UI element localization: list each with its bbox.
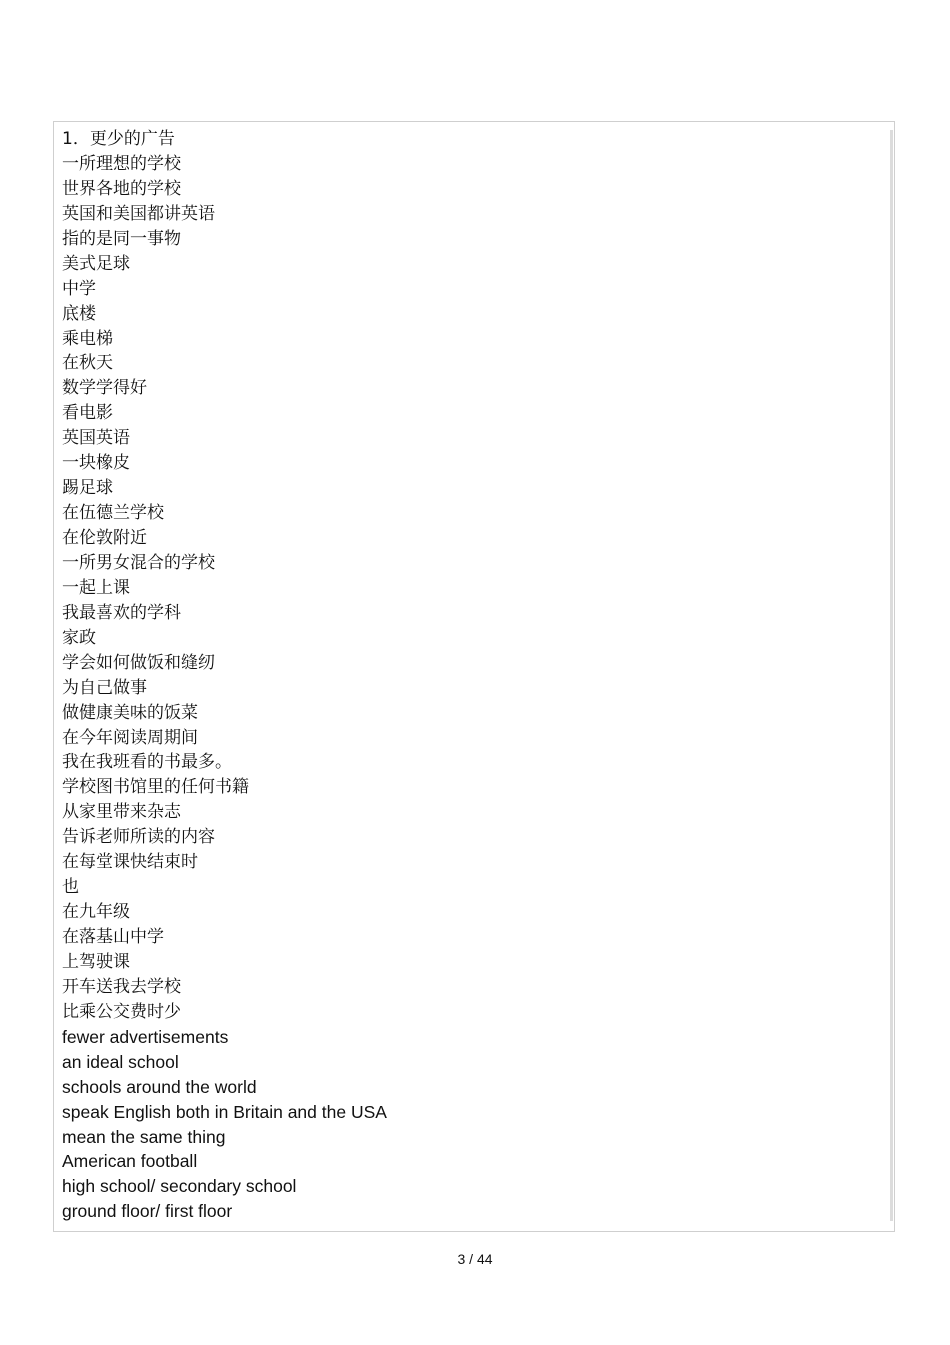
list-item: 学会如何做饭和缝纫 [62, 652, 215, 673]
list-item: 家政 [62, 627, 96, 648]
list-item: 做健康美味的饭菜 [62, 702, 198, 723]
list-item: 一起上课 [62, 577, 130, 598]
list-item: speak English both in Britain and the USA [62, 1101, 387, 1122]
list-item: 在每堂课快结束时 [62, 852, 198, 873]
list-item: ground floor/ first floor [62, 1201, 233, 1222]
list-item: 一块橡皮 [62, 453, 130, 474]
list-item: high school/ secondary school [62, 1176, 297, 1197]
list-item: 英国英语 [62, 428, 130, 449]
list-item: 看电影 [62, 403, 113, 424]
list-item: 我在我班看的书最多。 [62, 752, 232, 773]
list-item: an ideal school [62, 1051, 179, 1072]
list-item: 学校图书馆里的任何书籍 [62, 777, 249, 798]
list-item: 一所理想的学校 [62, 153, 181, 174]
list-item: 从家里带来杂志 [62, 802, 181, 823]
list-item: 英国和美国都讲英语 [62, 203, 215, 224]
list-item: 也 [62, 877, 79, 898]
list-item: 底楼 [62, 303, 96, 324]
list-item: 美式足球 [62, 253, 130, 274]
page-number: 3 / 44 [457, 1251, 493, 1267]
list-item: 一所男女混合的学校 [62, 552, 215, 573]
list-item: schools around the world [62, 1076, 257, 1097]
list-item: 告诉老师所读的内容 [62, 827, 215, 848]
content-box [53, 121, 895, 1232]
list-item: 我最喜欢的学科 [62, 602, 181, 623]
list-item: 数学学得好 [62, 378, 147, 399]
line-list [62, 127, 387, 1224]
list-item: 指的是同一事物 [62, 228, 181, 249]
list-item: 比乘公交费时少 [62, 1001, 181, 1022]
list-item: 在今年阅读周期间 [62, 727, 198, 748]
list-item: 在落基山中学 [62, 927, 164, 947]
list-item: 中学 [62, 278, 96, 299]
list-item: 在伦敦附近 [62, 528, 147, 548]
list-item: mean the same thing [62, 1126, 226, 1147]
list-item: 开车送我去学校 [62, 976, 181, 997]
list-item: fewer advertisements [62, 1026, 229, 1047]
list-item: 踢足球 [62, 478, 113, 499]
list-item: 在秋天 [62, 353, 113, 374]
list-item: American football [62, 1151, 198, 1172]
list-item: 乘电梯 [62, 328, 113, 349]
list-item: 1．更少的广告 [62, 129, 175, 149]
list-item: 世界各地的学校 [62, 178, 181, 199]
list-item: 上驾驶课 [62, 951, 130, 972]
list-item: 为自己做事 [62, 677, 147, 698]
list-item: 在伍德兰学校 [62, 503, 164, 524]
list-item: 在九年级 [62, 902, 130, 923]
